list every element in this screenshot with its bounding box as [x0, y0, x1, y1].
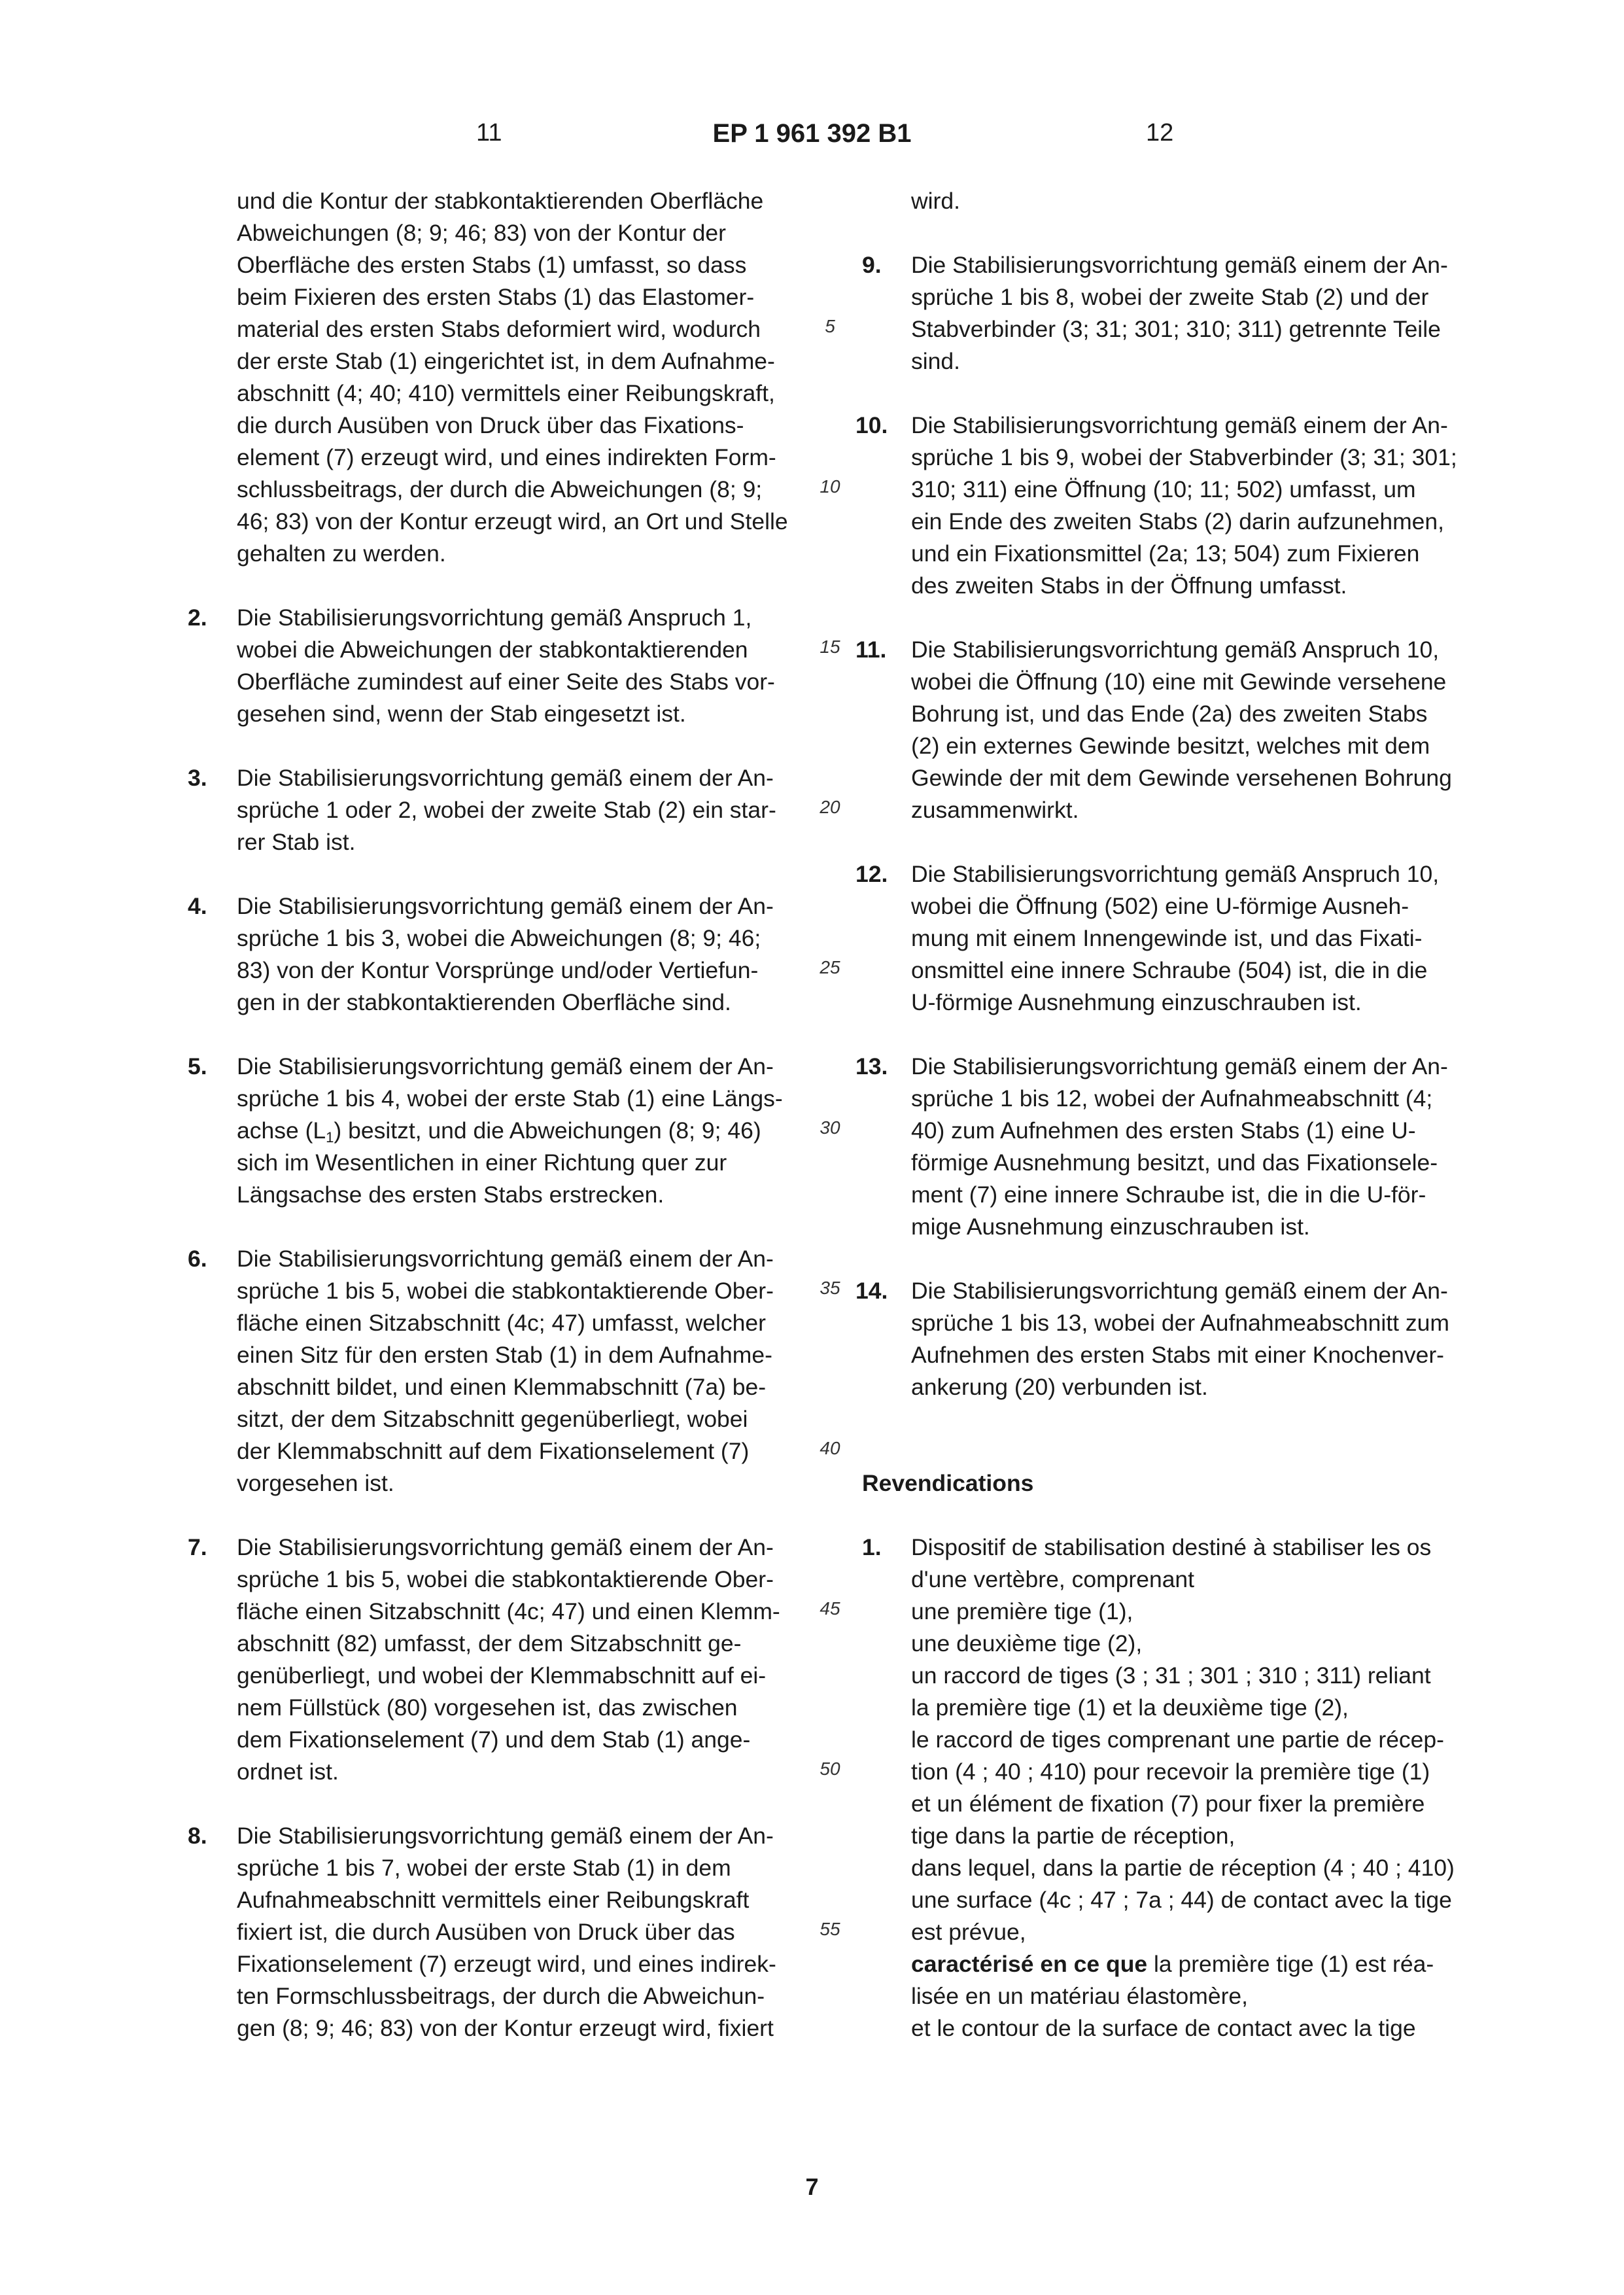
margin-line-number: 30 [820, 1117, 840, 1138]
text-line [862, 1852, 1459, 1884]
text-line [188, 1467, 787, 1499]
line-text: Die Stabilisierungsvorrichtung gemäß Anspruch 10, [911, 861, 1440, 887]
text-line [188, 281, 787, 313]
claim-number: 4. [188, 893, 207, 919]
line-text: la première tige (1) et la deuxième tige (2), [911, 1694, 1349, 1721]
claim-first-line [188, 1051, 787, 1083]
text-line [862, 313, 1459, 345]
text-line [188, 345, 787, 377]
margin-line-number: 15 [820, 637, 840, 657]
text-line [188, 1916, 787, 1948]
line-text: sind. [911, 348, 960, 374]
line-text: sprüche 1 bis 4, wobei der erste Stab (1) eine Längs- [237, 1085, 783, 1112]
claim-number: 6. [188, 1246, 207, 1272]
text-line [862, 538, 1459, 570]
line-text: element (7) erzeugt wird, und eines indirekten Form- [237, 444, 776, 470]
line-text: Abweichungen (8; 9; 46; 83) von der Kontur der [237, 220, 726, 246]
text-line [862, 1628, 1459, 1660]
margin-line-number: 50 [820, 1759, 840, 1779]
claim-number: 7. [188, 1534, 207, 1560]
margin-line-number: 45 [820, 1598, 840, 1619]
claim-first-line [188, 762, 787, 794]
line-text: die durch Ausüben von Druck über das Fixations- [237, 412, 744, 438]
line-text: Die Stabilisierungsvorrichtung gemäß einem der An- [237, 765, 774, 791]
left-column [188, 185, 787, 2044]
line-text: und die Kontur der stabkontaktierenden Oberfläche [237, 188, 764, 214]
line-text: Die Stabilisierungsvorrichtung gemäß Anspruch 10, [911, 637, 1440, 663]
line-text: le raccord de tiges comprenant une partie de récep- [911, 1726, 1444, 1753]
text-line [862, 1660, 1459, 1692]
claim-number: 5. [188, 1053, 207, 1079]
claim-first-line [188, 1243, 787, 1275]
text-line [188, 474, 787, 506]
line-text: sich im Wesentlichen in einer Richtung quer zur [237, 1149, 727, 1176]
text-line [188, 987, 787, 1019]
text-line [862, 1724, 1459, 1756]
line-text: nem Füllstück (80) vorgesehen ist, das zwischen [237, 1694, 738, 1721]
text-line [862, 1371, 1459, 1403]
text-line [862, 474, 1459, 506]
right-column [855, 185, 1459, 2044]
line-text: Die Stabilisierungsvorrichtung gemäß einem der An- [237, 1246, 774, 1272]
line-text: 310; 311) eine Öffnung (10; 11; 502) umfasst, um [911, 476, 1416, 502]
line-text: 83) von der Kontur Vorsprünge und/oder Vertiefun- [237, 957, 759, 983]
text-line [862, 698, 1459, 730]
subscript-index: 1 [326, 1129, 334, 1146]
text-line [862, 1980, 1459, 2012]
text-line [862, 570, 1459, 602]
margin-line-number: 55 [820, 1919, 840, 1939]
claim-first-line [855, 1275, 1459, 1307]
line-text: Aufnehmen des ersten Stabs mit einer Knochenver- [911, 1342, 1444, 1368]
right-page-number: 12 [1146, 119, 1174, 147]
line-text: est prévue, [911, 1919, 1026, 1945]
line-text: sprüche 1 bis 5, wobei die stabkontaktierende Ober- [237, 1278, 774, 1304]
claim-first-line [188, 1820, 787, 1852]
text-line [862, 890, 1459, 922]
line-text: der erste Stab (1) eingerichtet ist, in dem Aufnahme- [237, 348, 775, 374]
text-line [188, 1403, 787, 1435]
text-line [862, 666, 1459, 698]
line-text: Längsachse des ersten Stabs erstrecken. [237, 1182, 665, 1208]
margin-line-number: 25 [820, 957, 840, 977]
line-text: Stabverbinder (3; 31; 301; 310; 311) getrennte Teile [911, 316, 1441, 342]
line-text: sitzt, der dem Sitzabschnitt gegenüberliegt, wobei [237, 1406, 748, 1432]
text-line [188, 1435, 787, 1467]
margin-line-number: 20 [820, 797, 840, 817]
text-line [862, 1884, 1459, 1916]
text-line [862, 1211, 1459, 1243]
claim-first-line [855, 410, 1459, 442]
line-text: Oberfläche des ersten Stabs (1) umfasst, so dass [237, 252, 747, 278]
line-text: Gewinde der mit dem Gewinde versehenen Bohrung [911, 765, 1452, 791]
line-text: ment (7) eine innere Schraube ist, die in die U-för- [911, 1182, 1426, 1208]
left-page-number: 11 [476, 119, 502, 147]
claim-number: 3. [188, 765, 207, 791]
text-line [862, 1692, 1459, 1724]
line-text: ein Ende des zweiten Stabs (2) darin aufzunehmen, [911, 508, 1445, 534]
text-line [188, 1564, 787, 1596]
line-text: und ein Fixationsmittel (2a; 13; 504) zum Fixieren [911, 540, 1420, 567]
claim-first-line [855, 858, 1459, 890]
text-line [188, 1596, 787, 1628]
line-text: Fixationselement (7) erzeugt wird, und eines indirek- [237, 1951, 776, 1977]
line-text: ankerung (20) verbunden ist. [911, 1374, 1208, 1400]
text-line [188, 185, 787, 217]
text-line [188, 1884, 787, 1916]
line-text: dem Fixationselement (7) und dem Stab (1) ange- [237, 1726, 751, 1753]
text-line [188, 1660, 787, 1692]
line-text: wobei die Öffnung (10) eine mit Gewinde versehene [911, 669, 1447, 695]
line-text: gen in der stabkontaktierenden Oberfläche sind. [237, 989, 731, 1015]
line-text: achse (L [237, 1117, 326, 1144]
text-line [862, 1115, 1459, 1147]
text-line [862, 955, 1459, 987]
margin-line-number: 40 [820, 1438, 840, 1458]
line-text: Die Stabilisierungsvorrichtung gemäß einem der An- [911, 1053, 1448, 1079]
text-line [188, 2012, 787, 2044]
line-text: 40) zum Aufnehmen des ersten Stabs (1) eine U- [911, 1117, 1416, 1144]
text-line [188, 1371, 787, 1403]
text-line [862, 506, 1459, 538]
line-text: rer Stab ist. [237, 829, 356, 855]
line-text: la première tige (1) est réa- [1147, 1951, 1434, 1977]
line-text: Die Stabilisierungsvorrichtung gemäß einem der An- [911, 1278, 1448, 1304]
line-text: Bohrung ist, und das Ende (2a) des zweiten Stabs [911, 701, 1428, 727]
text-line [862, 281, 1459, 313]
line-text: sprüche 1 bis 13, wobei der Aufnahmeabschnitt zum [911, 1310, 1449, 1336]
text-line [862, 1083, 1459, 1115]
line-text: Die Stabilisierungsvorrichtung gemäß Anspruch 1, [237, 604, 752, 631]
margin-line-number: 35 [820, 1278, 840, 1298]
text-line [862, 1788, 1459, 1820]
text-line [188, 634, 787, 666]
line-text: Die Stabilisierungsvorrichtung gemäß einem der An- [237, 1823, 774, 1849]
text-line [862, 922, 1459, 955]
text-line [862, 1339, 1459, 1371]
line-text: gesehen sind, wenn der Stab eingesetzt ist. [237, 701, 686, 727]
keyword-characterised: caractérisé en ce que [911, 1951, 1148, 1977]
line-text: ten Formschlussbeitrags, der durch die Abweichun- [237, 1983, 765, 2009]
text-line [188, 1307, 787, 1339]
claim-number: 13. [855, 1053, 888, 1079]
text-line [188, 922, 787, 955]
line-text: sprüche 1 bis 3, wobei die Abweichungen (8; 9; 46; [237, 925, 761, 951]
text-line [862, 1948, 1459, 1980]
line-text: Die Stabilisierungsvorrichtung gemäß einem der An- [237, 1053, 774, 1079]
text-line [862, 762, 1459, 794]
text-line [188, 1724, 787, 1756]
margin-line-number: 5 [825, 316, 835, 336]
line-text: wird. [911, 188, 960, 214]
text-line [188, 313, 787, 345]
text-line [188, 1692, 787, 1724]
text-line [862, 1307, 1459, 1339]
line-text: förmige Ausnehmung besitzt, und das Fixationsele- [911, 1149, 1438, 1176]
line-text: Die Stabilisierungsvorrichtung gemäß einem der An- [237, 893, 774, 919]
line-text: un raccord de tiges (3 ; 31 ; 301 ; 310 ; 311) reliant [911, 1662, 1431, 1689]
text-line [862, 794, 1459, 826]
claim-number: 12. [855, 861, 888, 887]
claim-number: 2. [188, 604, 207, 631]
line-text: une deuxième tige (2), [911, 1630, 1143, 1656]
line-text: une première tige (1), [911, 1598, 1133, 1624]
margin-line-number: 10 [820, 476, 840, 497]
text-line [862, 1179, 1459, 1211]
line-text: der Klemmabschnitt auf dem Fixationselement (7) [237, 1438, 750, 1464]
claim-number: 10. [855, 412, 888, 438]
line-text: tion (4 ; 40 ; 410) pour recevoir la première tige (1) [911, 1759, 1430, 1785]
claim-first-line [855, 1051, 1459, 1083]
text-line [188, 1083, 787, 1115]
claim-number: 9. [862, 252, 882, 278]
text-line [188, 506, 787, 538]
line-text: lisée en un matériau élastomère, [911, 1983, 1249, 2009]
text-line [862, 1756, 1459, 1788]
line-text: mung mit einem Innengewinde ist, und das Fixati- [911, 925, 1423, 951]
document-title: EP 1 961 392 B1 [712, 119, 912, 148]
line-text: Oberfläche zumindest auf einer Seite des Stabs vor- [237, 669, 775, 695]
line-text: genüberliegt, und wobei der Klemmabschnitt auf ei- [237, 1662, 767, 1689]
line-text: et le contour de la surface de contact avec la tige [911, 2015, 1416, 2041]
claim-first-line [188, 1532, 787, 1564]
line-text: d'une vertèbre, comprenant [911, 1566, 1195, 1592]
line-text: abschnitt bildet, und einen Klemmabschnitt (7a) be- [237, 1374, 767, 1400]
text-line [188, 1852, 787, 1884]
text-line [862, 1564, 1459, 1596]
claim-first-line [862, 1532, 1459, 1564]
text-line [188, 1948, 787, 1980]
line-text: schlussbeitrags, der durch die Abweichungen (8; 9; [237, 476, 763, 502]
text-line [188, 826, 787, 858]
text-line [188, 1275, 787, 1307]
claim-number: 11. [855, 637, 887, 663]
text-line [862, 730, 1459, 762]
text-line [188, 1756, 787, 1788]
text-line [862, 987, 1459, 1019]
line-text: sprüche 1 bis 7, wobei der erste Stab (1) in dem [237, 1855, 731, 1881]
line-text: fläche einen Sitzabschnitt (4c; 47) umfasst, welcher [237, 1310, 766, 1336]
claim-number: 1. [862, 1534, 882, 1560]
text-line [188, 249, 787, 281]
claim-first-line [862, 249, 1459, 281]
text-line [188, 538, 787, 570]
text-line [188, 377, 787, 410]
line-text: dans lequel, dans la partie de réception (4 ; 40 ; 410) [911, 1855, 1455, 1881]
text-line [862, 345, 1459, 377]
text-line [862, 1596, 1459, 1628]
line-text: beim Fixieren des ersten Stabs (1) das Elastomer- [237, 284, 755, 310]
text-line [862, 185, 1459, 217]
text-line [188, 666, 787, 698]
text-line [862, 2012, 1459, 2044]
text-line [188, 1115, 787, 1147]
line-text: abschnitt (82) umfasst, der dem Sitzabschnitt ge- [237, 1630, 742, 1656]
spacer [862, 1435, 1459, 1467]
line-text: ) besitzt, und die Abweichungen (8; 9; 46) [334, 1117, 761, 1144]
text-line [188, 1179, 787, 1211]
text-line [188, 1147, 787, 1179]
text-line [188, 698, 787, 730]
line-text: Die Stabilisierungsvorrichtung gemäß einem der An- [237, 1534, 774, 1560]
text-line [188, 955, 787, 987]
line-text: (2) ein externes Gewinde besitzt, welches mit dem [911, 733, 1430, 759]
line-text: une surface (4c ; 47 ; 7a ; 44) de contact avec la tige [911, 1887, 1452, 1913]
line-text: tige dans la partie de réception, [911, 1823, 1235, 1849]
text-line [188, 1339, 787, 1371]
line-text: Die Stabilisierungsvorrichtung gemäß einem der An- [911, 252, 1448, 278]
line-text: wobei die Öffnung (502) eine U-förmige Ausneh- [911, 893, 1409, 919]
claim-number: 14. [855, 1278, 888, 1304]
line-text: fläche einen Sitzabschnitt (4c; 47) und einen Klemm- [237, 1598, 780, 1624]
line-text: des zweiten Stabs in der Öffnung umfasst. [911, 572, 1347, 599]
line-text: material des ersten Stabs deformiert wird, wodurch [237, 316, 761, 342]
section-heading: Revendications [862, 1470, 1034, 1496]
line-text: mige Ausnehmung einzuschrauben ist. [911, 1214, 1310, 1240]
claim-first-line [855, 634, 1459, 666]
line-text: sprüche 1 bis 12, wobei der Aufnahmeabschnitt (4; [911, 1085, 1433, 1112]
line-text: sprüche 1 oder 2, wobei der zweite Stab (2) ein star- [237, 797, 776, 823]
line-text: gen (8; 9; 46; 83) von der Kontur erzeugt wird, fixiert [237, 2015, 774, 2041]
line-text: wobei die Abweichungen der stabkontaktierenden [237, 637, 748, 663]
line-text: ordnet ist. [237, 1759, 339, 1785]
text-line [188, 217, 787, 249]
claim-number: 8. [188, 1823, 207, 1849]
line-text: sprüche 1 bis 5, wobei die stabkontaktierende Ober- [237, 1566, 774, 1592]
text-line [188, 794, 787, 826]
line-text: sprüche 1 bis 9, wobei der Stabverbinder (3; 31; 301; [911, 444, 1457, 470]
claim-first-line [188, 890, 787, 922]
line-text: et un élément de fixation (7) pour fixer la première [911, 1791, 1425, 1817]
text-line [188, 1628, 787, 1660]
line-text: Dispositif de stabilisation destiné à stabiliser les os [911, 1534, 1432, 1560]
text-line [188, 442, 787, 474]
page-number: 7 [805, 2173, 819, 2200]
line-text: onsmittel eine innere Schraube (504) ist, die in die [911, 957, 1428, 983]
line-text: abschnitt (4; 40; 410) vermittels einer Reibungskraft, [237, 380, 775, 406]
line-text: einen Sitz für den ersten Stab (1) in dem Aufnahme- [237, 1342, 772, 1368]
line-text: U-förmige Ausnehmung einzuschrauben ist. [911, 989, 1362, 1015]
text-line [862, 1147, 1459, 1179]
line-text: vorgesehen ist. [237, 1470, 394, 1496]
line-text: gehalten zu werden. [237, 540, 446, 567]
text-line [188, 410, 787, 442]
line-text: 46; 83) von der Kontur erzeugt wird, an Ort und Stelle [237, 508, 788, 534]
line-text: fixiert ist, die durch Ausüben von Druck über das [237, 1919, 735, 1945]
claim-first-line [188, 602, 787, 634]
line-text: Aufnahmeabschnitt vermittels einer Reibungskraft [237, 1887, 750, 1913]
line-text: Die Stabilisierungsvorrichtung gemäß einem der An- [911, 412, 1448, 438]
text-line [862, 1820, 1459, 1852]
line-text: sprüche 1 bis 8, wobei der zweite Stab (2) und der [911, 284, 1429, 310]
text-line [188, 1980, 787, 2012]
line-text: zusammenwirkt. [911, 797, 1079, 823]
text-line [862, 1916, 1459, 1948]
text-line [862, 442, 1459, 474]
